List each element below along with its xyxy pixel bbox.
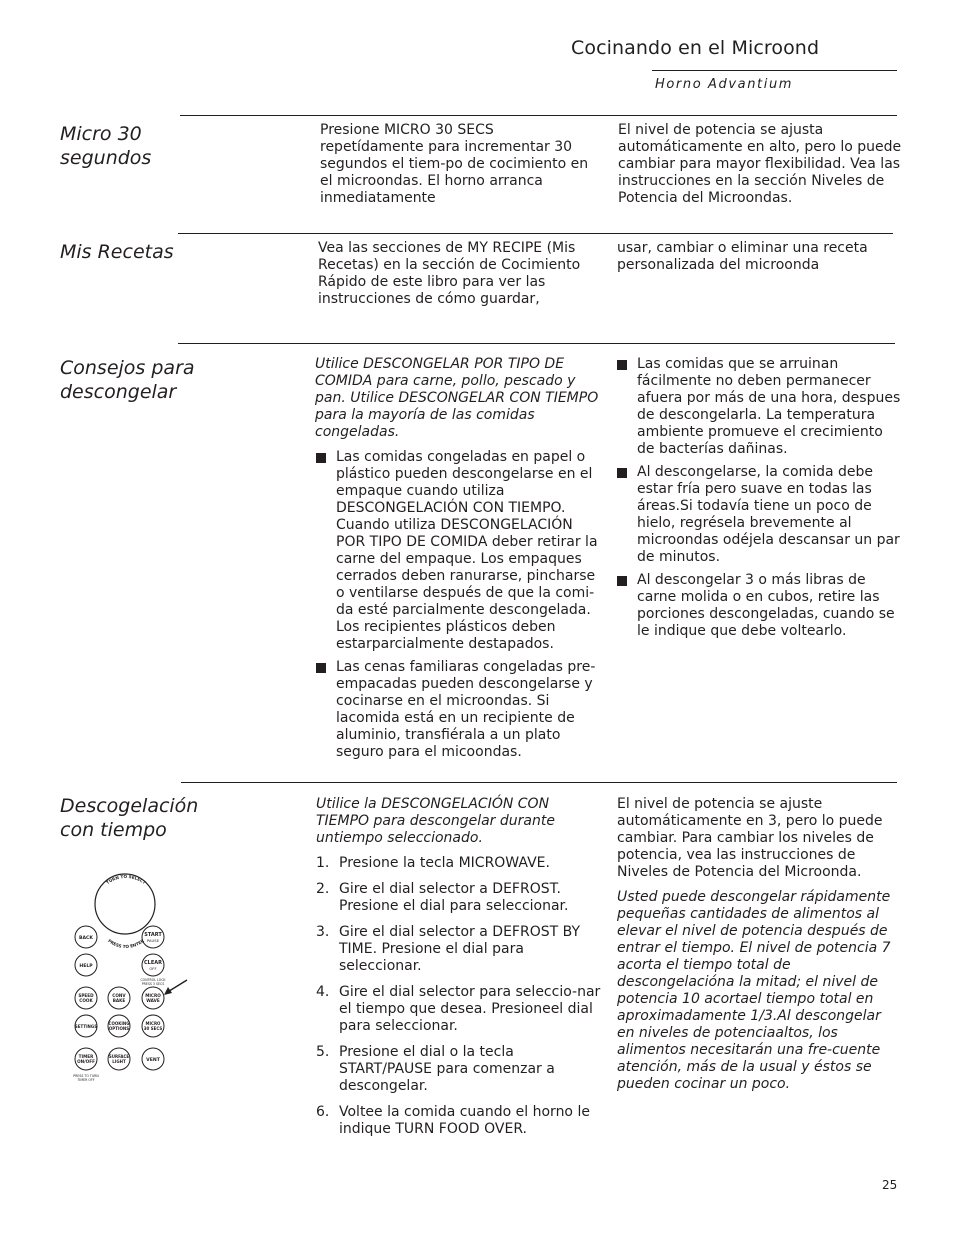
- step-text: Voltee la comida cuando el horno le indique TURN FOOD OVER.: [339, 1104, 590, 1137]
- step-text: Gire el dial selector para seleccio-nar el tiempo que desea. Presioneel dial para seleccionar.: [339, 984, 601, 1034]
- descog-left-column: [316, 796, 602, 1147]
- step-text: Presione la tecla MICROWAVE.: [339, 855, 550, 871]
- timer-note-2: TIMER OFF: [77, 1078, 95, 1082]
- timer-button: [73, 1048, 99, 1082]
- cooking-label: COOKING: [108, 1021, 130, 1026]
- start-label: START: [144, 932, 162, 938]
- consejos-intro: Utilice DESCONGELAR POR TIPO DE COMIDA para carne, pollo, pescado y pan. Utilice DESCONGELAR CON TIEMPO para la mayoría de las comidas congeladas.: [315, 356, 599, 440]
- section-title-descog: Descogelación con tiempo: [60, 795, 199, 841]
- bake-label: BAKE: [112, 998, 126, 1003]
- conv-label: CONV: [112, 993, 126, 998]
- back-button: [75, 926, 97, 948]
- list-item: [316, 924, 602, 975]
- pause-label: PAUSE: [146, 938, 160, 943]
- list-item: Al descongelarse, la comida debe estar fría pero suave en todas las áreas.Si todavía tiene un poco de hielo, regrésela brevemente al microondas odéjela descansar un par de minutos.: [616, 464, 901, 566]
- micro30-left-text: Presione MICRO 30 SECS repetídamente para incrementar 30 segundos el tiem-po de cocimiento en el microondas. El horno arranca inmediatamente: [320, 122, 589, 206]
- control-lock-note: CONTROL LOCK: [140, 978, 166, 982]
- descog-intro: Utilice la DESCONGELACIÓN CON TIEMPO para descongelar durante untiempo seleccionado.: [316, 796, 555, 846]
- section-rule: [180, 115, 897, 116]
- help-button: [75, 954, 97, 976]
- clear-off-button: [140, 954, 166, 986]
- section-title-micro30: Micro 30 segundos: [60, 123, 152, 169]
- conv-bake-button: [108, 987, 130, 1009]
- step-number: 4.: [316, 984, 330, 1000]
- consejos-left-list: [315, 449, 601, 761]
- section-title-consejos: Consejos para descongelar: [60, 357, 195, 403]
- list-item: Las comidas que se arruinan fácilmente no deben permanecer afuera por más de una hora, despues de descongelarla. La temperatura ambiente promueve el crecimiento de bacterías dañinas.: [616, 356, 901, 458]
- settings-button: [75, 1015, 97, 1037]
- clear-label: CLEAR: [144, 960, 162, 966]
- cooking-options-button: [108, 1015, 130, 1037]
- recetas-right-text: usar, cambiar o eliminar una receta personalizada del microonda: [617, 240, 868, 273]
- micro-30-secs-button: [142, 1015, 164, 1037]
- microwave-button: [142, 987, 164, 1009]
- step-text: Gire el dial selector a DEFROST. Presione el dial para seleccionar.: [339, 881, 569, 914]
- header-rule: [652, 70, 897, 71]
- micro30-right-text: El nivel de potencia se ajusta automáticamente en alto, pero lo puede cambiar para mayor flexibilidad. Vea las instrucciones en la sección Niveles de Potencia del Microondas.: [618, 122, 902, 206]
- list-item: [316, 881, 602, 915]
- descog-right-paragraph-2: Usted puede descongelar rápidamente pequeñas cantidades de alimentos al elevar el nivel de potencia después de entrar el tiempo. El nivel de potencia 7 acorta el tiempo total de descongelacióna la mitad; el nivel de potencia 10 acortael tiempo total en aproximadamente 1/3.Al descongelar en niveles de potenciaaltos, los alimentos necesitarán una fre-cuente atención, más de la usual y éstos se pueden cocinar un poco.: [617, 889, 891, 1092]
- start-pause-button: [142, 926, 164, 948]
- surface-label: SURFACE: [108, 1054, 130, 1059]
- micro-label: MICRO: [145, 993, 161, 998]
- descog-right-paragraph-1: El nivel de potencia se ajuste automáticamente en 3, pero lo puede cambiar. Para cambiar los niveles de potencia, vea las instrucciones de Niveles de Potencia del Microonda.: [617, 796, 883, 880]
- dial-label-bottom: PRESS TO ENTER: [107, 938, 145, 950]
- section-rule: [178, 233, 893, 234]
- descog-right-column: [617, 796, 901, 1101]
- back-label: BACK: [79, 936, 93, 941]
- consejos-right-list: [616, 356, 901, 640]
- wave-label: WAVE: [146, 998, 160, 1003]
- step-number: 2.: [316, 881, 330, 897]
- press-3-secs-note: PRESS 3 SECS: [141, 982, 165, 986]
- list-item: [316, 984, 602, 1035]
- options-label: OPTIONS: [108, 1026, 130, 1031]
- step-number: 1.: [316, 855, 330, 871]
- section-title-recetas: Mis Recetas: [60, 241, 174, 263]
- list-item: Al descongelar 3 o más libras de carne molida o en cubos, retire las porciones descongeladas, cuando se le indique que debe voltearlo.: [616, 572, 901, 640]
- section-rule: [178, 343, 895, 344]
- timer-note-1: PRESS TO TURN: [73, 1074, 99, 1078]
- descog-steps: [316, 855, 602, 1138]
- recetas-left-text: Vea las secciones de MY RECIPE (Mis Recetas) en la sección de Cocimiento Rápido de este libro para ver las instrucciones de cómo guardar,: [318, 240, 581, 307]
- step-text: Gire el dial selector a DEFROST BY TIME. Presione el dial para seleccionar.: [339, 924, 581, 974]
- step-number: 3.: [316, 924, 330, 940]
- settings-label: SETTINGS: [74, 1024, 98, 1029]
- list-item: Las cenas familiaras congeladas pre-empacadas pueden descongelarse y cocinarse en el microondas. Si lacomida está en un recipiente de aluminio, transfiérala a un plato seguro para el micoondas.: [315, 659, 601, 761]
- off-label: OFF: [149, 966, 157, 971]
- svg-text:PRESS TO ENTER: [107, 938, 145, 949]
- consejos-right-column: [616, 356, 901, 646]
- micro-30-label-a: MICRO: [145, 1021, 161, 1026]
- help-label: HELP: [79, 964, 93, 969]
- surface-light-button: [108, 1048, 130, 1070]
- cook-label: COOK: [79, 998, 93, 1003]
- page-title: Cocinando en el Microond: [571, 37, 820, 59]
- dial-label-top: TURN TO SELECT: [105, 873, 147, 886]
- step-text: Presione el dial o la tecla START/PAUSE para comenzar a descongelar.: [339, 1044, 555, 1094]
- page-subtitle: Horno Advantium: [655, 77, 794, 92]
- list-item: Las comidas congeladas en papel o plástico pueden descongelarse en el empaque cuando utiliza DESCONGELACIÓN CON TIEMPO. Cuando utiliza DESCONGELACIÓN POR TIPO DE COMIDA deber retirar la carne del empaque. Los empaques cerrados deben ranurarse, pincharse o ventilarse después de que la comi-da esté parcialmente descongelada. Los recipientes plásticos deben estarparcialmente destapados.: [315, 449, 601, 653]
- vent-label: VENT: [146, 1058, 160, 1063]
- on-off-label: ON/OFF: [77, 1059, 95, 1064]
- page-number: 25: [882, 1178, 898, 1192]
- list-item: [316, 855, 602, 872]
- arrow-pointer-icon: [164, 980, 187, 995]
- consejos-left-column: [315, 356, 601, 767]
- section-rule: [181, 782, 897, 783]
- control-panel-diagram: [62, 868, 202, 1086]
- micro-30-label-b: 30 SECS: [143, 1026, 163, 1031]
- speed-label: SPEED: [78, 993, 94, 998]
- step-number: 6.: [316, 1104, 330, 1120]
- light-label: LIGHT: [112, 1059, 126, 1064]
- list-item: [316, 1104, 602, 1138]
- svg-text:TURN TO SELECT: [105, 874, 147, 885]
- step-number: 5.: [316, 1044, 330, 1060]
- vent-button: [142, 1048, 164, 1070]
- timer-label: TIMER: [78, 1054, 94, 1059]
- list-item: [316, 1044, 602, 1095]
- speed-cook-button: [75, 987, 97, 1009]
